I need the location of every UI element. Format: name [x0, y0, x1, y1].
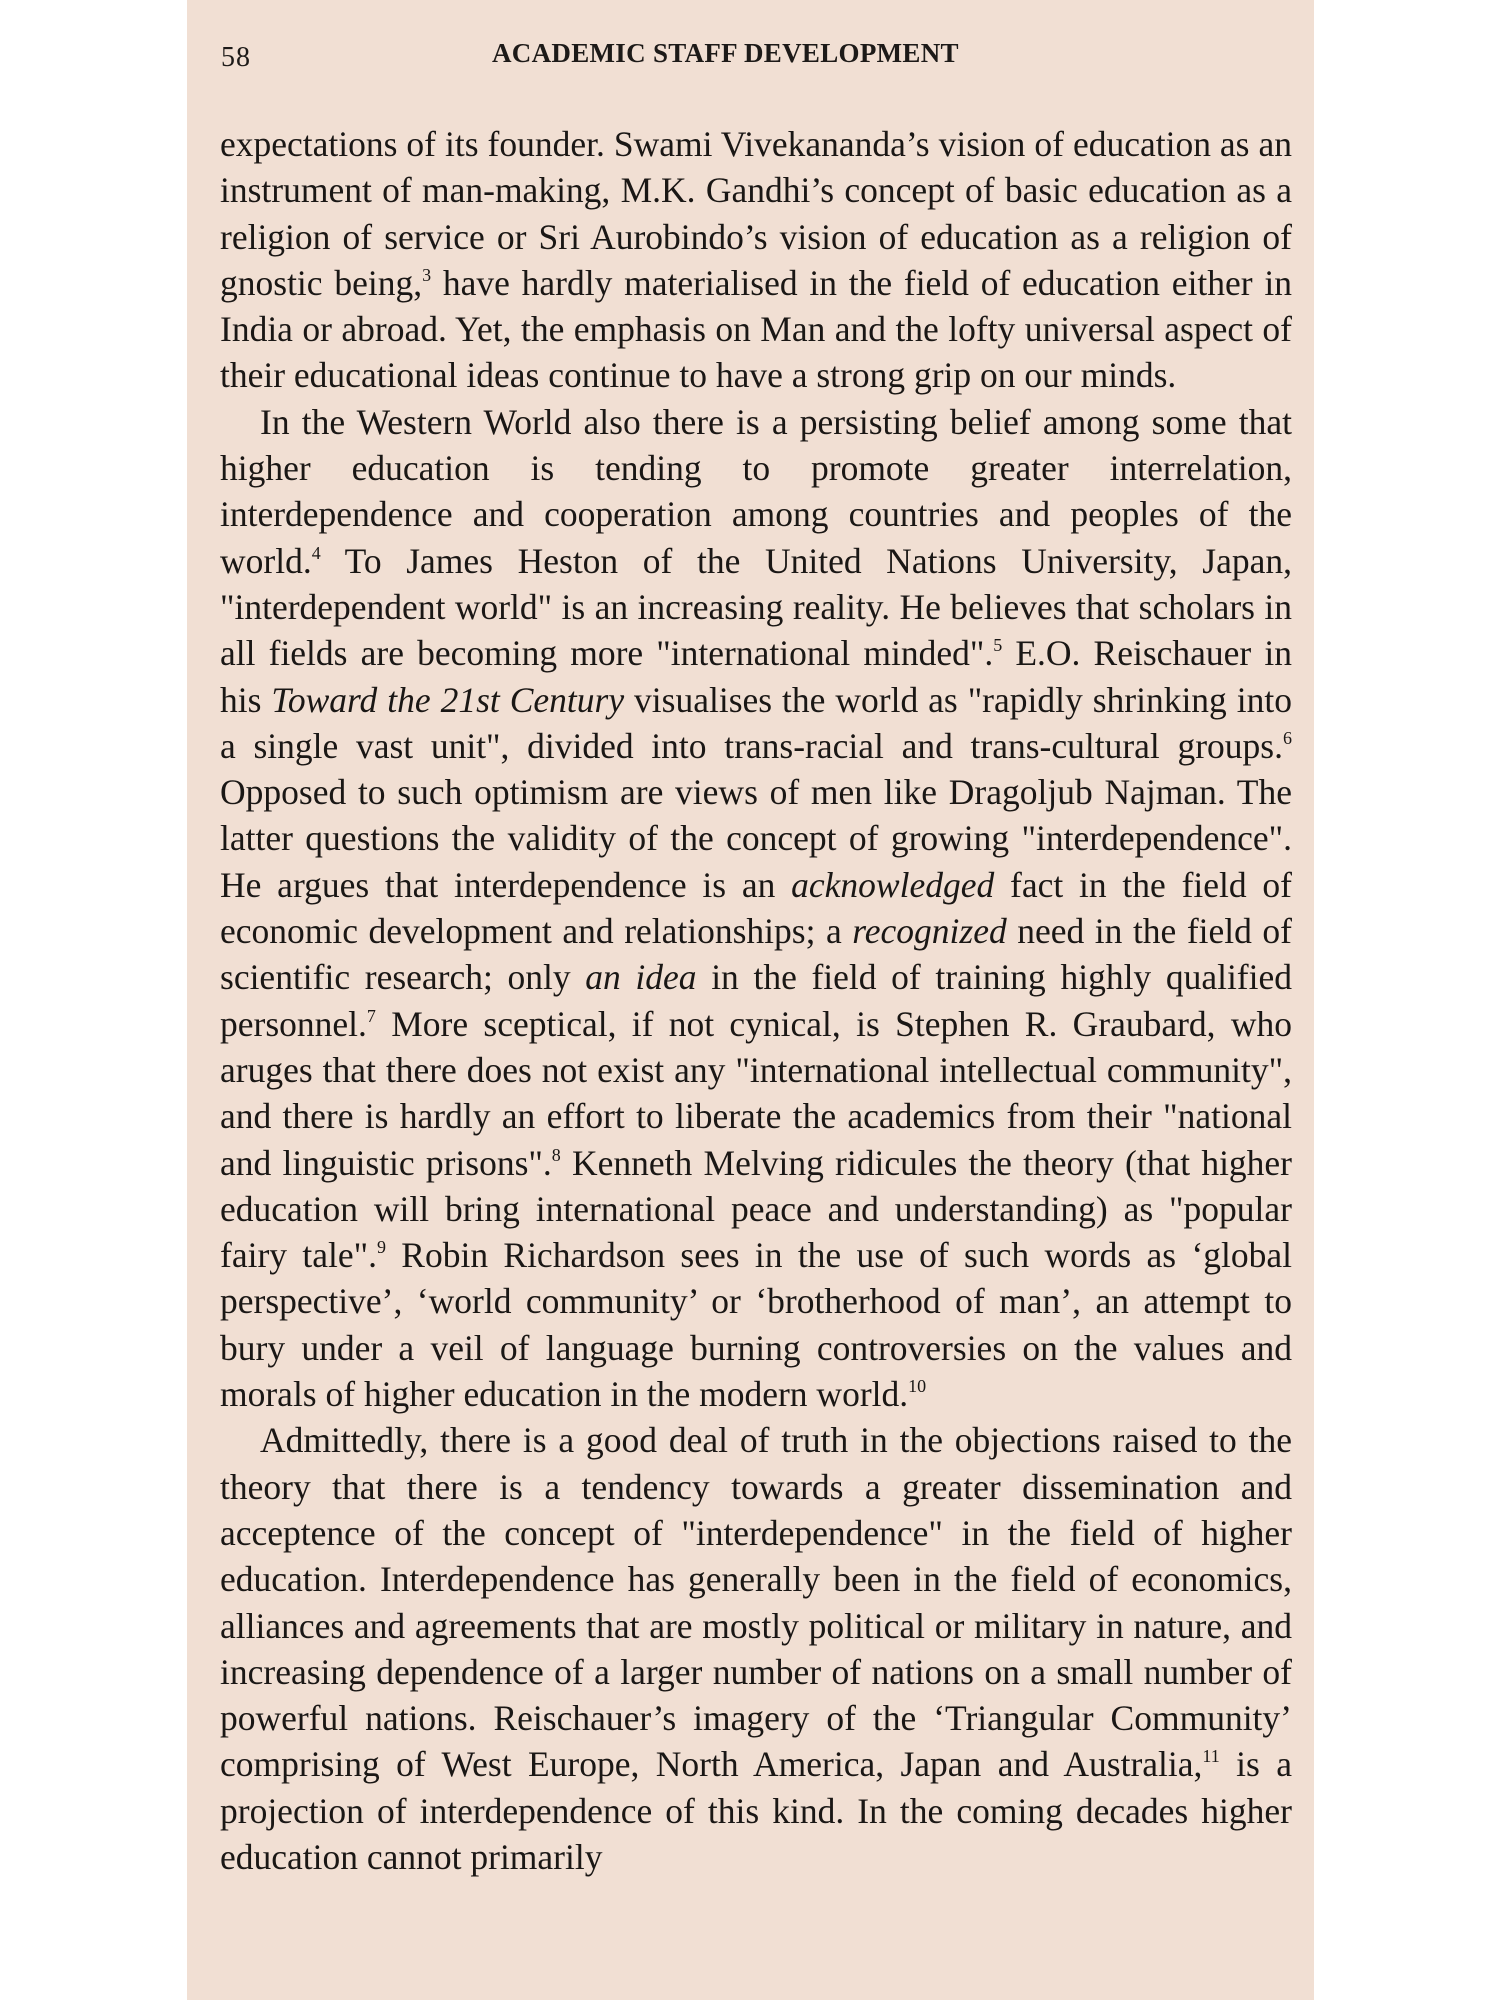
footnote-ref: 3 — [422, 264, 432, 285]
running-head: ACADEMIC STAFF DEVELOPMENT — [492, 38, 959, 68]
italic-text: acknowledged — [791, 864, 995, 905]
footnote-ref: 9 — [376, 1237, 386, 1258]
footnote-ref: 4 — [311, 542, 321, 563]
text-run: have hardly materialised in the field of education either in India or abroad. Yet, the emphasis on Man and the lofty universal aspect of their educational ideas continue to have a strong grip on our minds. — [220, 262, 1293, 396]
text-run: In the Western World also there is a persisting belief among some that higher education is tending to promote greater interrelation, interdependence and cooperation among countries and peoples of the world. — [220, 401, 1292, 581]
book-page — [187, 0, 1314, 2000]
text-run: visualises the world as "rapidly shrinking into a single vast unit", divided into trans-racial and trans-cultural groups. — [220, 679, 1292, 766]
paragraph — [220, 121, 1292, 399]
text-run: E.O. Reischauer in his — [220, 633, 1293, 720]
text-run: Robin Richardson sees in the use of such words as ‘global perspective’, ‘world community’ or ‘brotherhood of man’, an attempt to bury under a veil of language burning controversies on the values and morals of higher education in the modern world. — [220, 1235, 1292, 1415]
footnote-ref: 8 — [551, 1144, 561, 1165]
page-header — [187, 36, 1314, 80]
footnote-ref: 5 — [993, 635, 1003, 656]
page-number: 58 — [221, 42, 251, 73]
italic-text: an idea — [585, 957, 697, 998]
text-run: fact in the field of economic development and relationships; a — [220, 864, 1292, 952]
footnote-ref: 11 — [1202, 1746, 1220, 1767]
footnote-ref: 10 — [908, 1376, 927, 1397]
italic-text: recognized — [852, 911, 1007, 952]
text-run: expectations of its founder. Swami Vivekananda’s vision of education as an instrument of man-making, M.K. Gandhi’s concept of basic education as a religion of service or Sri Aurobindo’s vision of education as a religion of gnostic being, — [220, 124, 1292, 303]
text-run: Kenneth Melving ridicules the theory (that higher education will bring international peace and understanding) as "popular fairy tale". — [220, 1142, 1293, 1276]
text-run: To James Heston of the United Nations University, Japan, "interdependent world" is an increasing reality. He believes that scholars in all fields are becoming more "international minded". — [220, 540, 1292, 674]
paragraph — [220, 1417, 1292, 1880]
italic-text: Toward the 21st Century — [271, 679, 625, 720]
footnote-ref: 6 — [1283, 727, 1292, 748]
paragraph — [220, 399, 1292, 1418]
text-run: Admittedly, there is a good deal of truth in the objections raised to the theory that there is a tendency towards a greater dissemination and acceptence of the concept of "interdependence" in the field of higher education. Interdependence has generally been in the field of economics, alliances and agreements that are mostly political or military in nature, and increasing dependence of a larger number of nations on a small number of powerful nations. Reischauer’s imagery of the ‘Triangular Community’ comprising of West Europe, North America, Japan and Australia, — [220, 1420, 1292, 1785]
text-run: is a projection of interdependence of this kind. In the coming decades higher education cannot primarily — [220, 1744, 1292, 1877]
text-run: need in the field of scientific research; only — [220, 911, 1292, 998]
footnote-ref: 7 — [366, 1005, 376, 1026]
body-text — [220, 121, 1292, 1880]
text-run: Opposed to such optimism are views of men like Dragoljub Najman. The latter questions the validity of the concept of growing "interdependence". He argues that interdependence is an — [220, 772, 1292, 905]
text-run: in the field of training highly qualified personnel. — [220, 957, 1292, 1044]
text-run: More sceptical, if not cynical, is Stephen R. Graubard, who aruges that there does not exist any "international intellectual community", and there is hardly an effort to liberate the academics from their "national and linguistic prisons". — [220, 1003, 1292, 1183]
